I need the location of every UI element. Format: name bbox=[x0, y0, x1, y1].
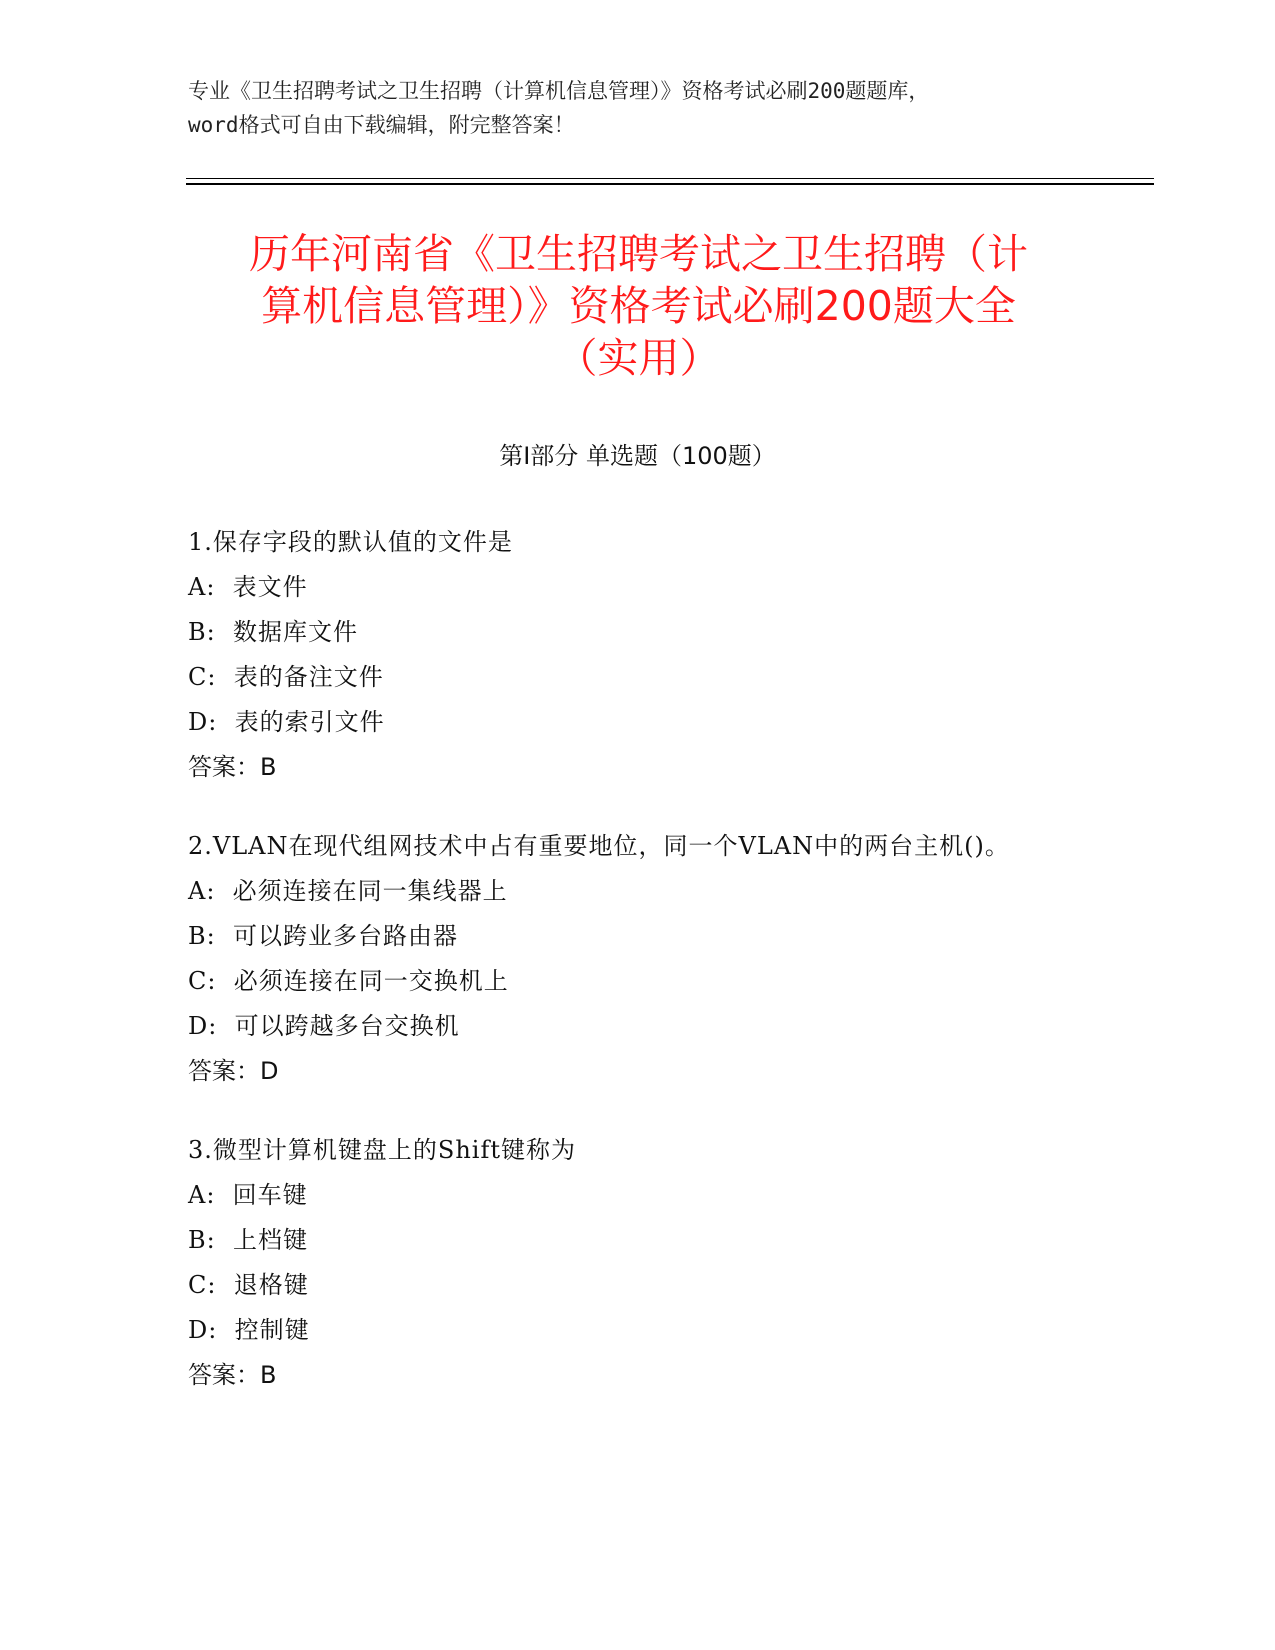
option-d: D: 可以跨越多台交换机 bbox=[188, 1012, 460, 1040]
question-stem: 2.VLAN在现代组网技术中占有重要地位，同一个VLAN中的两台主机()。 bbox=[188, 832, 1010, 860]
header-divider-thin bbox=[186, 178, 1154, 179]
option-d: D: 表的索引文件 bbox=[188, 708, 385, 736]
document-title-line-2: 算机信息管理）》资格考试必刷200题大全 bbox=[261, 282, 1016, 330]
option-c: C: 表的备注文件 bbox=[188, 663, 384, 691]
option-a: A: 表文件 bbox=[188, 573, 308, 601]
question-1 bbox=[188, 520, 1108, 790]
question-3 bbox=[188, 1128, 1108, 1398]
option-c: C: 退格键 bbox=[188, 1271, 309, 1299]
section-title: 第Ⅰ部分 单选题（100题） bbox=[499, 442, 776, 470]
question-list bbox=[188, 520, 1108, 1432]
answer: 答案：B bbox=[188, 1361, 277, 1389]
option-b: B: 可以跨业多台路由器 bbox=[188, 922, 458, 950]
option-c: C: 必须连接在同一交换机上 bbox=[188, 967, 509, 995]
document-title bbox=[186, 228, 1091, 384]
option-a: A: 必须连接在同一集线器上 bbox=[188, 877, 508, 905]
header-divider-thick bbox=[186, 183, 1154, 185]
option-d: D: 控制键 bbox=[188, 1316, 310, 1344]
option-a: A: 回车键 bbox=[188, 1181, 308, 1209]
question-stem: 3.微型计算机键盘上的Shift键称为 bbox=[188, 1136, 576, 1164]
option-b: B: 数据库文件 bbox=[188, 618, 358, 646]
question-stem: 1.保存字段的默认值的文件是 bbox=[188, 528, 513, 556]
document-title-line-1: 历年河南省《卫生招聘考试之卫生招聘（计 bbox=[249, 230, 1028, 278]
header-note bbox=[188, 74, 1088, 142]
header-note-line-1: 专业《卫生招聘考试之卫生招聘（计算机信息管理）》资格考试必刷200题题库， bbox=[188, 79, 930, 103]
question-2 bbox=[188, 824, 1108, 1094]
answer: 答案：D bbox=[188, 1057, 279, 1085]
option-b: B: 上档键 bbox=[188, 1226, 308, 1254]
header-note-line-2: word格式可自由下载编辑，附完整答案！ bbox=[188, 113, 575, 137]
document-title-line-3: （实用） bbox=[556, 334, 721, 382]
answer: 答案：B bbox=[188, 753, 277, 781]
